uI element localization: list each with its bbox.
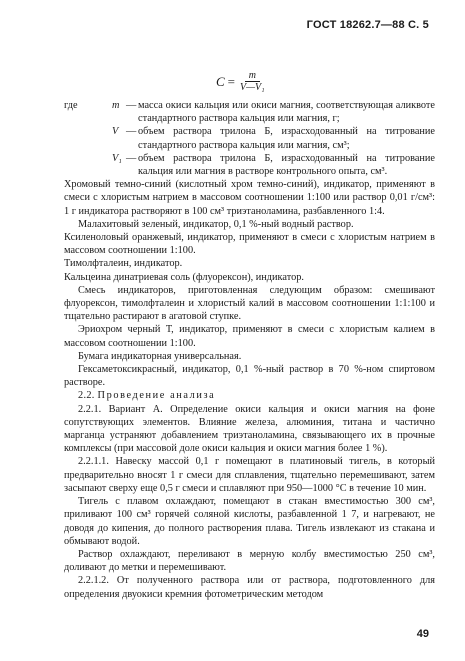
paragraph: 2.2.1. Вариант А. Определение окиси кальция и окиси магния на фоне сопутствующих элементов. Влияние железа, алюминия, титана и частично марганца устраняют добавлением триэтаноламина, связывающего их в прочные комплексы (при массовой доле окиси кальция и окиси магния более 1 %). (64, 403, 435, 455)
formula-lhs: C (216, 73, 225, 89)
paragraph: Раствор охлаждают, переливают в мерную колбу вместимостью 250 см³, доливают до метки и перемешивают. (64, 548, 435, 574)
legend-item: V₁ — объем раствора трилона Б, израсходованный на титрование кальция или магния в растворе контрольного опыта, см³. (112, 152, 435, 178)
page-number: 49 (416, 628, 429, 640)
paragraph: Смесь индикаторов, приготовленная следующим образом: смешивают флуорексон, тимолфталеин и хлористый калий в массовом соотношении 1:1:100 и тщательно растирают в агатовой ступке. (64, 284, 435, 323)
formula-fraction (238, 70, 267, 93)
document-body (64, 99, 435, 601)
page-header: ГОСТ 18262.7—88 С. 5 (306, 19, 429, 31)
paragraph: Бумага индикаторная универсальная. (78, 350, 242, 362)
formula (216, 70, 267, 93)
paragraph: 2.2.1.1. Навеску массой 0,1 г помещают в платиновый тигель, в который предварительно вносят 1 г смеси для сплавления, тщательно перемешивают, затем засыпают сверху еще 0,5 г смеси и сплавляют при 950—1000 °С в течение 10 мин. (64, 456, 435, 494)
paragraph: Ксиленоловый оранжевый, индикатор, применяют в смеси с хлористым натрием в массовом соотношении 1:100. (64, 232, 435, 257)
section-title: Проведение анализа (97, 390, 216, 402)
paragraph: Тимолфталеин, индикатор. (64, 258, 183, 270)
formula-numerator: m (245, 70, 260, 82)
paragraph: Гексаметоксикрасный, индикатор, 0,1 %-ный раствор в 70 %-ном спиртовом растворе. (64, 364, 435, 389)
paragraph: Хромовый темно-синий (кислотный хром темно-синий), индикатор, применяют в смеси с хлористым натрием в массовом соотношении 1:100 или раствор 0,01 г/см³: 1 г индикатора растворяют в 100 см³ триэтаноламина, разбавленного 1:4. (64, 179, 435, 217)
paragraph: Тигель с плавом охлаждают, помещают в стакан вместимостью 300 см³, приливают 100 см³ горячей соляной кислоты, разбавленной 1 7, и нагревают, не доводя до кипения, до полного растворения плава. Тигель извлекают из стакана и обмывают водой. (64, 496, 435, 547)
formula-denominator: V—V₁ (240, 82, 265, 93)
legend-item: V — объем раствора трилона Б, израсходованный на титрование стандартного раствора кальция или магния, см³; (112, 126, 435, 151)
formula-equals: = (227, 73, 236, 89)
section-heading (64, 389, 435, 402)
paragraph: Эриохром черный Т, индикатор, применяют в смеси с хлористым калием в массовом соотношении 1:100. (64, 324, 435, 349)
section-number: 2.2. (78, 390, 95, 402)
paragraph: Кальцеина динатриевая соль (флуорексон), индикатор. (64, 271, 304, 283)
paragraph: Малахитовый зеленый, индикатор, 0,1 %-ный водный раствор. (78, 218, 354, 230)
legend-item: где m — масса окиси кальция или окиси магния, соответствующая аликвоте стандартного раствора кальция или магния, г; (64, 100, 435, 125)
paragraph: 2.2.1.2. От полученного раствора или от раствора, подготовленного для определения двуокиси кремния фотометрическим методом (64, 575, 435, 600)
